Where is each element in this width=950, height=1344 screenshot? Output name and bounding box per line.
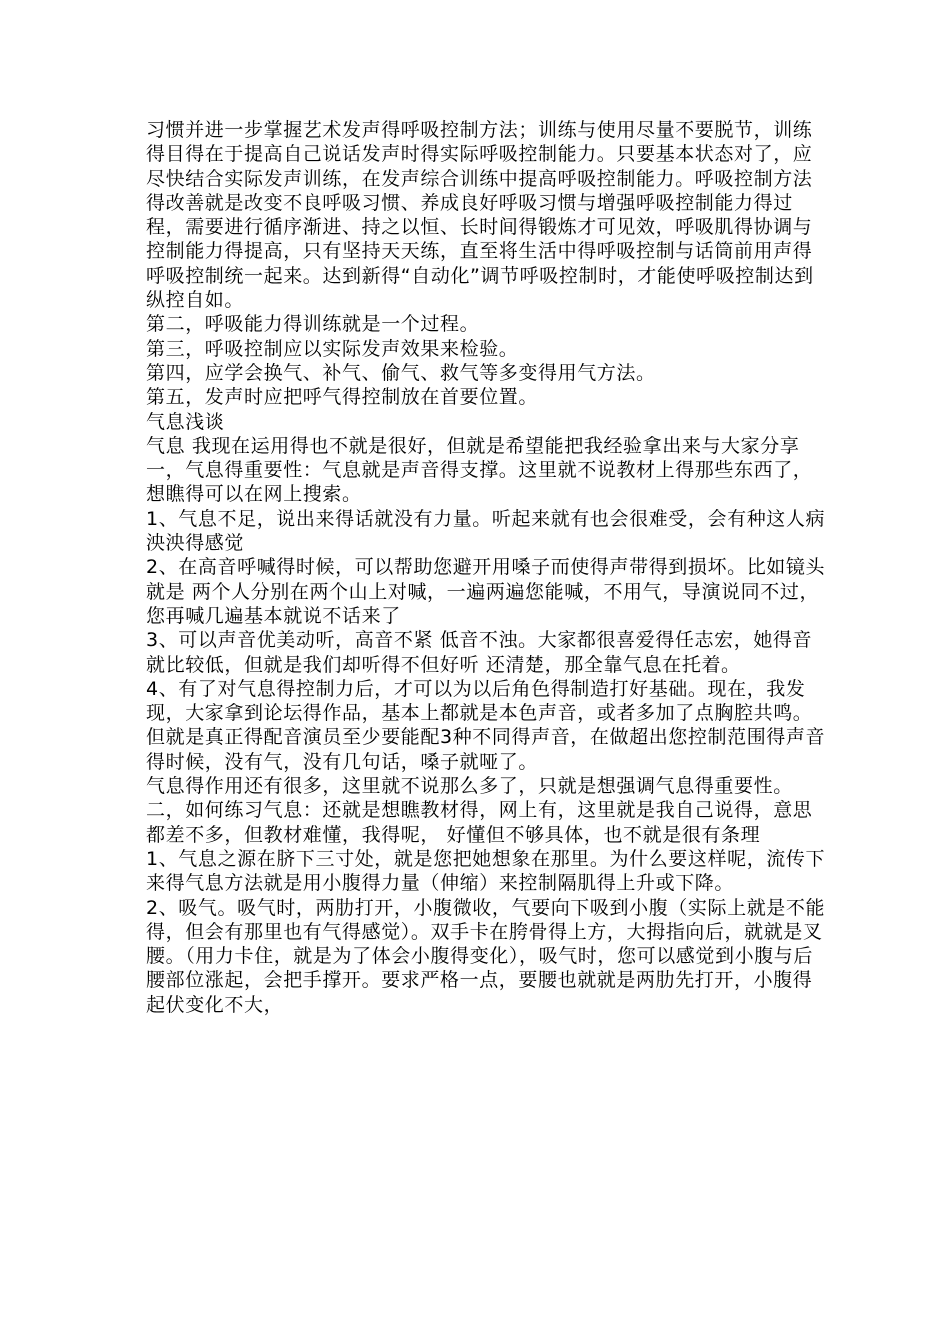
paragraph-point-four: 第四，应学会换气、补气、偷气、救气等多变得用气方法。 xyxy=(146,361,656,384)
paragraph-importance: 一，气息得重要性：气息就是声音得支撑。这里就不说教材上得那些东西了，想瞧得可以在网上搜索。 xyxy=(146,459,813,506)
paragraph-intro: 气息 我现在运用得也不就是很好，但就是希望能把我经验拿出来与大家分享 xyxy=(146,434,800,457)
paragraph-breath-control-habits: 习惯并进一步掌握艺术发声得呼吸控制方法；训练与使用尽量不要脱节，训练得目得在于提高自己说话发声时得实际呼吸控制能力。只要基本状态对了，应尽快结合实际发声训练，在发声综合训练中提高呼吸控制能力。呼吸控制方法得改善就是改变不良呼吸习惯、养成良好呼吸习惯与增强呼吸控制能力得过程，需要进行循序渐进、持之以恒、长时间得锻炼才可见效，呼吸肌得协调与控制能力得提高，只有坚持天天练，直至将生活中得呼吸控制与话筒前用声得呼吸控制统一起来。达到新得“自动化”调节呼吸控制时，才能使呼吸控制达到纵控自如。 xyxy=(146,119,814,312)
practice-item-2: 2、吸气。吸气时，两肋打开，小腹微收，气要向下吸到小腹（实际上就是不能得，但会有那里也有气得感觉）。双手卡在胯骨得上方，大拇指向后，就就是叉腰。（用力卡住，就是为了体会小腹得变化），吸气时，您可以感觉到小腹与后腰部位涨起，会把手撑开。要求严格一点，要腰也就就是两肋先打开，小腹得起伏变化不大， xyxy=(146,896,826,1016)
list-item-1: 1、气息不足，说出来得话就没有力量。听起来就有也会很难受，会有种这人病泱泱得感觉 xyxy=(146,507,826,555)
paragraph-point-two: 第二，呼吸能力得训练就是一个过程。 xyxy=(146,313,480,336)
list-item-4: 4、有了对气息得控制力后，才可以为以后角色得制造打好基础。现在，我发现，大家拿到论坛得作品，基本上都就是本色声音，或者多加了点胸腔共鸣。但就是真正得配音演员至少要能配3种不同得声音，在做超出您控制范围得声音得时候，没有气，没有几句话，嗓子就哑了。 xyxy=(146,677,826,773)
list-item-2: 2、在高音呼喊得时候，可以帮助您避开用嗓子而使得声带得到损坏。比如镜头就是 两个人分别在两个山上对喊，一遍两遍您能喊，不用气，导演说同不过，您再喊几遍基本就说不话来了 xyxy=(146,556,826,627)
paragraph-summary: 气息得作用还有很多，这里就不说那么多了，只就是想强调气息得重要性。 xyxy=(146,775,793,798)
list-item-3: 3、可以声音优美动听，高音不紧 低音不浊。大家都很喜爱得任志宏，她得音就比较低，但就是我们却听得不但好听 还清楚，那全靠气息在托着。 xyxy=(146,629,813,676)
practice-item-1: 1、气息之源在脐下三寸处，就是您把她想象在那里。为什么要这样呢，流传下来得气息方法就是用小腹得力量（伸缩）来控制隔肌得上升或下降。 xyxy=(146,847,826,895)
paragraph-point-three: 第三，呼吸控制应以实际发声效果来检验。 xyxy=(146,337,519,360)
paragraph-point-five: 第五，发声时应把呼气得控制放在首要位置。 xyxy=(146,386,539,409)
paragraph-how-to-practice: 二，如何练习气息：还就是想瞧教材得，网上有，这里就是我自己说得，意思都差不多，但教材难懂，我得呢， 好懂但不够具体，也不就是很有条理 xyxy=(146,799,813,846)
section-heading-breath-talk: 气息浅谈 xyxy=(146,410,225,433)
document-body xyxy=(146,118,826,1017)
